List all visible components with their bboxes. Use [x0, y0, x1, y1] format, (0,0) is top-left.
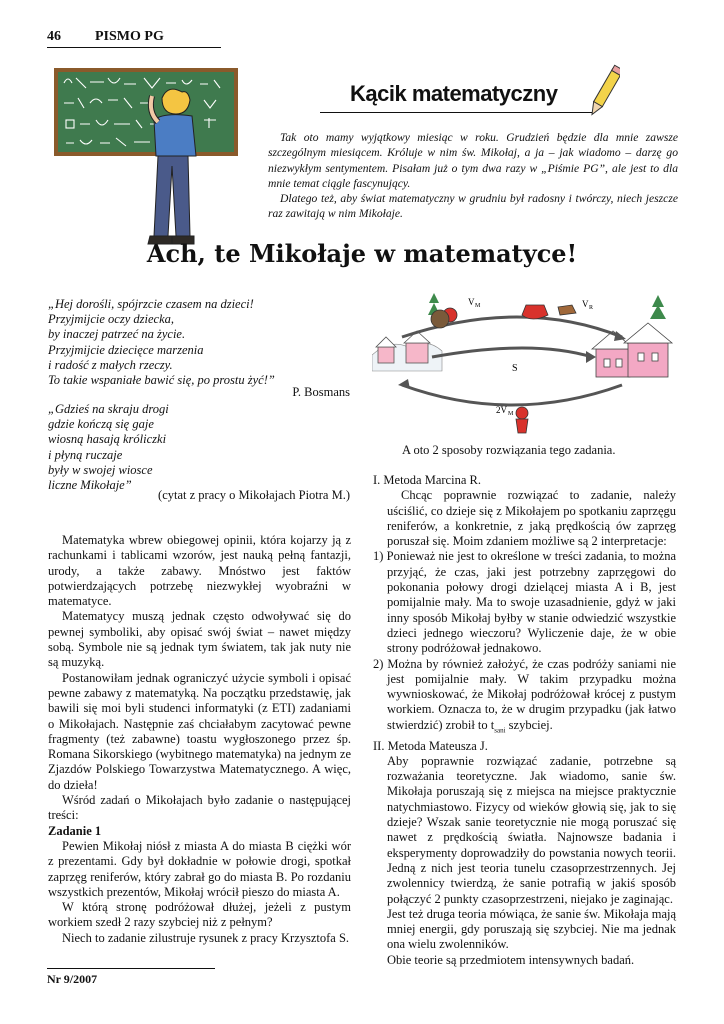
poem-line: „Gdzieś na skraju drogi: [48, 402, 169, 416]
poem-line: Przyjmijcie dziecięce marzenia: [48, 342, 204, 357]
pencil-icon: [590, 64, 620, 120]
poem-line: wiosną hasają króliczki: [48, 432, 167, 447]
method-2-paragraph: Aby poprawnie rozwiązać zadanie, potrzebne są rozważania teoretyczne. Jak wiadomo, sanie św. Mikołaja poruszają się z miejsca na miejsce praktycznie natychmiastowo. Fizycy od wieków głowią się, jak to się dzieje? Wszak sanie teoretycznie nie mogą poruszać się nawet z prędkością światła. Najnowsze badania i eksperymenty doprowadziły do powstania nowych teorii. Jedną z nich jest teoria tunelu czasoprzestrzennych. Jej zwolennicy twierdzą, że sanie potrafią w jakiś sposób połączyć 2 punkty czasoprzestrzeni, niejako je zaginając.: [387, 753, 676, 906]
method-2-paragraph: Obie teorie są przedmiotem intensywnych badań.: [387, 952, 635, 967]
poem-line: „Hej dorośli, spójrzcie czasem na dzieci!: [48, 297, 254, 311]
intro-paragraph: Dlatego też, aby świat matematyczny w grudniu był radosny i twórczy, niech jeszcze raz zawitają w nim Mikołaje.: [268, 192, 678, 221]
footer-rule: [47, 968, 215, 969]
poem-2-source: (cytat z pracy o Mikołajach Piotra M.): [158, 488, 350, 502]
paragraph: Wśród zadań o Mikołajach było zadanie o następującej treści:: [48, 793, 351, 823]
task-heading: Zadanie 1: [48, 823, 102, 838]
paragraph: Postanowiłam jednak ograniczyć użycie symboli i opisać pewne zabawy z matematyką. Na początku przedstawię, jak bawili się moi byli studenci informatyki (z ETI) zadaniami o Mikołajach. Następnie zaś chciałabym zacytować pewne fragmenty (też zabawne) toastu wygłoszonego przez śp. Romana Sikorskiego (wybitnego matematyka) na jednym ze Zjazdów Polskiego Towarzystwa Matematycznego. A więc, do dzieła!: [48, 670, 351, 792]
santa-travel-illustration: [372, 285, 678, 437]
paragraph: Matematycy muszą jednak często odwoływać się do pewnej symboliki, aby opisać swój świat – nawet między sobą. Symbole nie są jednak tym światem, tak jak nuty nie są muzyką.: [48, 609, 351, 670]
poem-line: były w swojej wiosce: [48, 462, 153, 477]
poem-1: [48, 297, 275, 388]
paragraph: Niech to zadanie zilustruje rysunek z pracy Krzysztofa S.: [62, 930, 350, 945]
label-2vm-sub: M: [508, 411, 514, 417]
paragraph: W którą stronę podróżował dłużej, jeżeli z pustym workiem szedł 2 razy szybciej niż z pełnym?: [48, 900, 351, 930]
label-vr-sub: R: [589, 305, 594, 311]
poem-line: gdzie kończą się gaje: [48, 417, 154, 432]
article-title: Ach, te Mikołaje w matematyce!: [146, 239, 578, 268]
method-2-paragraph: Jest też druga teoria mówiąca, że sanie św. Mikołaja mają mniej energii, gdy poruszają się szybciej. Nie ma jednak ona wielu zwolenników.: [387, 906, 677, 952]
label-vm-sub: M: [475, 303, 481, 309]
poem-line: by inaczej patrzeć na życie.: [48, 327, 186, 342]
interpretation-1: 1) Ponieważ nie jest to określone w treści zadania, to można przyjąć, że czas, jaki jest potrzebny zaprzęgowi do pokonania połowy drogi dzielącej miasta A i B, jest pomijalnie mały. Ma to swoje uzasadnienie, gdyż w jaki inny sposób Mikołaj byłby w stanie odwiedzić wszystkie dzieci jednego wieczoru? Wyliczenie daje, że w obie strony podróżował jednakowo.: [373, 549, 676, 656]
poem-line: To takie wspaniałe bawić się, po prostu żyć!”: [48, 373, 275, 388]
label-s: S: [512, 363, 518, 374]
page-number: 46: [47, 29, 61, 44]
magazine-title: PISMO PG: [95, 29, 164, 44]
right-column: [373, 473, 676, 968]
paragraph: Matematyka wbrew obiegowej opinii, która kojarzy ją z rachunkami i tablicami wzorów, jest nauką pełną fantazji, urody, a także zabawy. Mnóstwo jest faktów potwierdzających potrzebę niezwykłej wyobraźni w matematyce.: [48, 533, 351, 609]
interpretation-2-text: 2) Można by również założyć, że czas podróży saniami nie jest pomijalnie mały. W takim przypadku można wywnioskować, że Mikołaj podróżował krócej z pustym workiem. Oznacza to, że w drugim przypadku (jak łatwo stwierdzić) zrobił to t: [373, 656, 676, 732]
poem-line: i radość z małych rzeczy.: [48, 357, 173, 372]
left-column: [48, 533, 351, 946]
t-sani-subscript: sani: [494, 726, 506, 735]
poem-line: Przyjmijcie oczy dziecka,: [48, 312, 174, 327]
label-vm: V: [468, 297, 475, 307]
issue-number: Nr 9/2007: [47, 972, 98, 986]
poem-2: [48, 402, 169, 493]
chalkboard-illustration: [54, 68, 240, 256]
figure-caption: A oto 2 sposoby rozwiązania tego zadania.: [402, 443, 616, 457]
poem-line: liczne Mikołaje”: [48, 478, 132, 493]
method-1-title: I. Metoda Marcina R.: [373, 473, 481, 487]
intro-paragraph: Tak oto mamy wyjątkowy miesiąc w roku. Grudzień będzie dla mnie zawsze szczególnym miesiącem. Króluje w nim św. Mikołaj, a ja – jak wiadomo – darzę go niezwykłym sentymentem. Pisałam już o tym dwa razy w „Piśmie PG”, ale jest to dla mnie temat ciągle fascynujący.: [268, 131, 678, 190]
poem-1-author: P. Bosmans: [292, 385, 350, 399]
section-title: Kącik matematyczny: [350, 81, 558, 106]
section-underline: [320, 112, 592, 113]
paragraph: Pewien Mikołaj niósł z miasta A do miasta B ciężki wór z prezentami. Gdy był dokładnie w połowie drogi, spotkał zaprzęg reniferów, który zabrał go do miasta B. Po rozdaniu wszystkich prezentów, Mikołaj wrócił pieszo do miasta A.: [48, 838, 351, 899]
label-vr: V: [582, 299, 589, 309]
intro-text: [268, 130, 678, 222]
interpretation-2: [373, 657, 676, 739]
poem-line: i płyną ruczaje: [48, 447, 123, 462]
method-2-title: II. Metoda Mateusza J.: [373, 738, 488, 753]
interpretation-2-end: szybciej.: [505, 717, 553, 732]
label-2vm: 2V: [496, 405, 507, 415]
method-1-intro: Chcąc poprawnie rozwiązać to zadanie, należy uściślić, co dzieje się z Mikołajem po spotkaniu zaprzęgu reniferów, a konkretnie, z jaką prędkością ów zaprzęg poruszał się. Moim zdaniem możliwe są 2 interpretacje:: [387, 488, 676, 549]
header-rule: [47, 47, 221, 48]
